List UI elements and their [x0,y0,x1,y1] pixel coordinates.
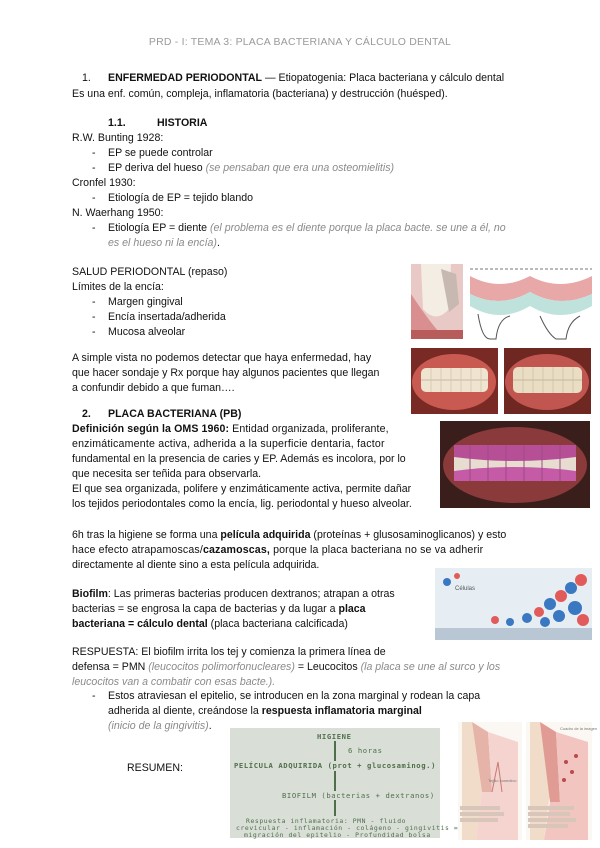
histology-diagram-2-illustration [526,722,598,840]
bullet-dash: - [92,192,96,204]
biofilm-term: Biofilm [72,588,108,600]
section-1-line2: Es una enf. común, compleja, inflamatoria (bacteriana) y destrucción (huésped). [72,88,448,100]
bunting-item-2-note: (se pensaban que era una osteomielitis) [205,162,395,174]
respuesta-bullet-line-2 [108,705,422,718]
cazamoscas-term: cazamoscas, [202,544,270,556]
pelicula-line-2 [72,544,483,557]
summary-arrow-1 [334,741,336,761]
respuesta-bullet-line-1: Estos atraviesan el epitelio, se introducen en la zona marginal y rodean la capa [108,690,481,702]
summary-resp-3: migración del epitelio - Profundidad bolsa [244,831,431,839]
histology-label-tejido: Tejido conectivo [488,778,517,783]
summary-resp-1: Respuesta inflamatoria: PMN - fluido [246,817,407,825]
summary-pelicula: PELÍCULA ADQUIRIDA (prot + glucosaminog.) [234,761,437,770]
page-header: PRD - I: TEMA 3: PLACA BACTERIANA Y CÁLCULO DENTAL [148,36,452,48]
dash: — [262,72,279,84]
mouth-photo-1-illustration [411,348,498,414]
bullet-dash: - [92,311,96,323]
histology-diagram-1 [458,722,522,840]
mouth-photo-2-illustration [504,348,591,414]
salud-paragraph-line-1: A simple vista no podemos detectar que haya enfermedad, hay [72,352,372,364]
definition-line-3: fundamental en la presencia de caries y EP. Además es incolora, por lo [72,453,406,465]
section-2-title: PLACA BACTERIANA (PB) [108,408,242,420]
organized-line-2: los tejidos periodontales como la encía, lig. periodontal y hueso alveolar. [72,498,412,510]
bullet-dash: - [92,690,96,702]
biofilm-line-2 [72,603,366,616]
section-1-number: 1. [82,72,91,84]
waerhang-label: N. Waerhang 1950: [72,207,164,219]
summary-biofilm: BIOFILM (bacterias + dextranos) [282,791,435,800]
bullet-dash: - [92,162,96,174]
organized-line-1: El que sea organizada, polifere y enzimáticamente activa, permite dañar [72,483,412,495]
biofilm-text: : Las primeras bacterias producen dextranos; atrapan a otras [107,588,395,600]
salud-paragraph-line-3: a confundir debido a que fuman…. [72,382,235,394]
stained-plaque-photo [440,421,590,508]
waerhang-item-1 [108,222,506,235]
pelicula-line-3: directamente al diente sino a esta película adquirida. [72,559,320,571]
waerhang-note-cont: es el hueso ni la encía) [108,237,217,249]
biofilm-line-1 [72,588,395,601]
respuesta-line-2-a: defensa = PMN [72,661,149,673]
histology-diagram-2 [526,722,598,840]
limites-label: Límites de la encía: [72,281,164,293]
biofilm-line-3 [72,618,348,631]
pmn-note: (leucocitos polimorfonucleares) [148,661,295,673]
section-1-heading [108,72,504,85]
respuesta-line-2 [72,661,500,674]
pelicula-line-1 [72,529,506,542]
pelicula-text-c: (proteínas + glusosaminoglicanos) y esto [310,529,507,541]
section-1-subtitle: Etiopatogenia: Placa bacteriana y cálculo dental [278,72,505,84]
leucocitos-text: = Leucocitos [294,661,361,673]
cronfel-item-1: Etiología de EP = tejido blando [108,192,253,204]
respuesta-inflamatoria-term: respuesta inflamatoria marginal [261,705,422,717]
biofilm-diagram [435,568,592,640]
definition-label: Definición según la OMS 1960: [72,423,230,435]
respuesta-line-1: RESPUESTA: El biofilm irrita los tej y comienza la primera línea de [72,646,386,658]
diagram-label-celulas: Células [455,586,476,592]
pelicula-line-2-a: hace efecto atrapamoscas/ [72,544,203,556]
section-2-number: 2. [82,408,91,420]
waerhang-item-1-cont [108,237,220,250]
definition-line-2: enzimáticamente activa, adherida a la superficie dentaria, factor [72,438,385,450]
calculo-note: (placa bacteriana calcificada) [207,618,348,630]
histology-label-cuadro: Cuadro de la imagen [560,726,598,731]
summary-resp-2: crevicular - inflamación - colágeno - gingivitis = [236,824,459,832]
resumen-label: RESUMEN: [127,762,183,774]
summary-horas: 6 horas [348,746,383,755]
bunting-item-1: EP se puede controlar [108,147,213,159]
period: . [216,237,220,249]
bullet-dash: - [92,147,96,159]
summary-flowchart [230,728,459,839]
histology-diagram-1-illustration [458,722,522,840]
pelicula-text-a: 6h tras la higiene se forma una [72,529,221,541]
gum-diagram [470,264,592,339]
summary-arrow-2 [334,771,336,791]
bullet-dash: - [92,326,96,338]
bullet-dash: - [92,296,96,308]
bunting-item-2 [108,162,394,175]
definition-line-1 [72,423,389,436]
period: . [208,720,212,732]
limite-item-1: Margen gingival [108,296,183,308]
waerhang-item-1-text: Etiología EP = diente [108,222,210,234]
summary-arrow-3 [334,800,336,816]
respuesta-bullet-line-3 [108,720,212,733]
gum-anatomy-photo [411,264,463,339]
biofilm-diagram-illustration [435,568,592,640]
bullet-dash: - [92,222,96,234]
section-11-number: 1.1. [108,117,126,129]
mouth-photo-1 [411,348,498,414]
limite-item-2: Encía insertada/adherida [108,311,226,323]
salud-title: SALUD PERIODONTAL (repaso) [72,266,228,278]
pelicula-adquirida-term: película adquirida [220,529,311,541]
salud-paragraph-line-2: que hacer sondaje y Rx porque hay algunos pacientes que llegan [72,367,380,379]
biofilm-line-2-a: bacterias = se engrosa la capa de bacterias y da lugar a [72,603,339,615]
mouth-photo-2 [504,348,591,414]
section-11-title: HISTORIA [157,117,208,129]
bunting-label: R.W. Bunting 1928: [72,132,164,144]
gum-anatomy-illustration [411,264,463,339]
respuesta-line-3: leucocitos van a combatir con esas bacte.). [72,676,276,688]
stained-plaque-illustration [440,421,590,508]
leucocitos-note: (la placa se une al surco y los [360,661,501,673]
calculo-term: bacteriana = cálculo dental [72,618,208,630]
cronfel-label: Cronfel 1930: [72,177,136,189]
bunting-item-2-text: EP deriva del hueso [108,162,206,174]
gum-diagram-illustration [470,264,592,339]
definition-text-1: Entidad organizada, proliferante, [229,423,389,435]
section-1-title: ENFERMEDAD PERIODONTAL [108,72,263,84]
gingivitis-note: (inicio de la gingivitis) [108,720,209,732]
pelicula-line-2-c: porque la placa bacteriana no se va adherir [269,544,484,556]
respuesta-bullet-text: adherida al diente, creándose la [108,705,262,717]
definition-line-4: que necesita ser teñida para observarla. [72,468,262,480]
summary-higiene: HIGIENE [317,732,352,741]
placa-term: placa [338,603,366,615]
waerhang-item-1-note: (el problema es el diente porque la placa bacte. se une a él, no [210,222,506,234]
limite-item-3: Mucosa alveolar [108,326,186,338]
